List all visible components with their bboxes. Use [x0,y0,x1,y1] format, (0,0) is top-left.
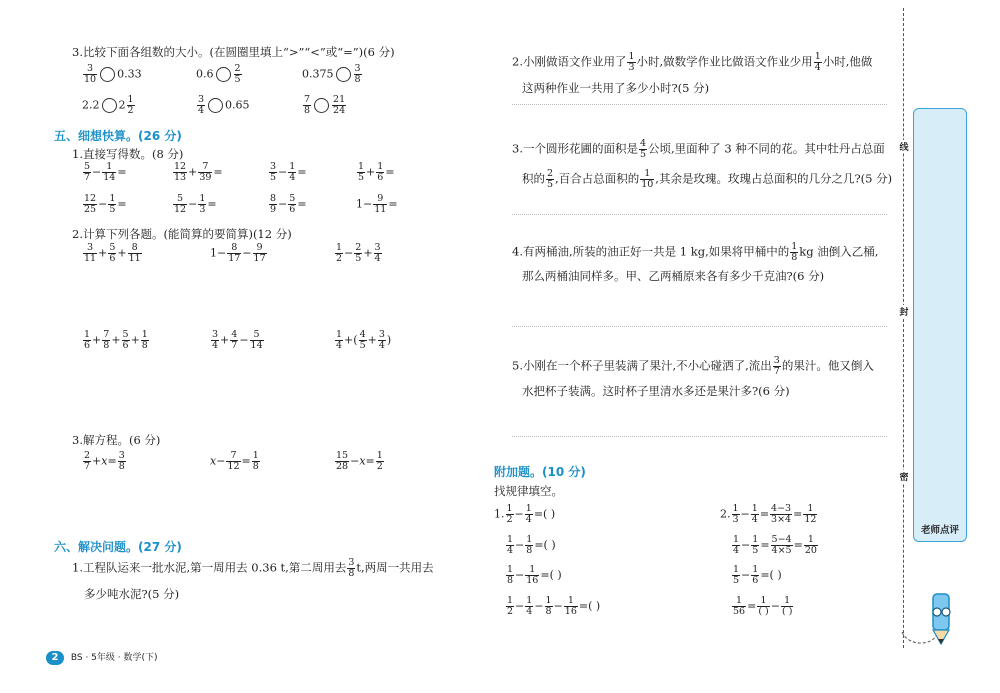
seal-mark-middle: 封 [897,305,911,318]
quick-calc-item: $\frac{12}{13}$ + $\frac{7}{39}$ = [174,161,223,183]
pattern-2-row: 2. $\frac{1}{3}$ − $\frac{1}{4}$ = $\frac{4-3}{3\times 4}$ = $\frac{1}{12}$ [720,503,817,525]
problem-4-line-1: 4.有两桶油,所装的油正好一共是 1 kg,如果将甲桶中的 $\frac{1}{8}$ kg 油倒入乙桶, [512,241,879,263]
answer-circle[interactable] [208,98,223,113]
pattern-2-row: $\frac{1}{5}$ − $\frac{1}{6}$ =( ) [733,564,782,586]
answer-line [512,104,887,105]
pattern-1-row: 1. $\frac{1}{2}$ − $\frac{1}{4}$ =( ) [494,503,556,525]
compute-item: $\frac{1}{6}$ + $\frac{7}{8}$ + $\frac{5}{6}$ + $\frac{1}{8}$ [84,329,148,351]
pattern-1-row: $\frac{1}{2}$ − $\frac{1}{4}$ − $\frac{1}{8}$ − $\frac{1}{16}$ =( ) [507,595,601,617]
equation-title: 3.解方程。(6 分) [72,433,161,447]
problem-5-line-2: 水把杯子装满。这时杯子里清水多还是果汁多?(6 分) [522,384,790,398]
seal-mark-top: 线 [897,140,911,153]
equation-item: x− $\frac{7}{12}$ = $\frac{1}{8}$ [210,450,259,472]
page-number-badge: 2 [46,651,64,665]
compare-item-3: 0.375 $\frac{3}{8}$ [302,63,361,85]
bonus-subtitle: 找规律填空。 [494,484,563,498]
fill-blank[interactable]: ( ) [758,606,769,617]
compare-item-5: $\frac{3}{4}$ 0.65 [198,94,250,116]
quick-calc-title: 1.直接写得数。(8 分) [72,147,184,161]
answer-line [512,326,887,327]
problem-1-line-1: 1.工程队运来一批水泥,第一周用去 0.36 t,第二周用去 $\frac{3}{8}$ t,两周一共用去 [72,557,434,579]
quick-calc-item: $\frac{5}{12}$ − $\frac{1}{3}$ = [174,193,217,215]
compute-item: $\frac{1}{4}$ +( $\frac{4}{5}$ + $\frac{3}{4}$ ) [336,329,392,351]
quick-calc-item: $\frac{3}{5}$ − $\frac{1}{4}$ = [270,161,307,183]
answer-circle[interactable] [102,98,117,113]
compare-item-4: 2.2 2 $\frac{1}{2}$ [82,94,134,116]
fill-blank[interactable]: ( ) [769,568,782,582]
pattern-2-row: $\frac{1}{4}$ − $\frac{1}{5}$ = $\frac{5-4}{4\times 5}$ = $\frac{1}{20}$ [733,534,817,556]
problem-5-line-1: 5.小刚在一个杯子里装满了果汁,不小心碰洒了,流出 $\frac{3}{7}$ 的果汁。他又倒入 [512,355,874,377]
fill-blank[interactable]: ( ) [588,599,601,613]
quick-calc-item: $\frac{1}{5}$ + $\frac{1}{6}$ = [358,161,395,183]
equation-item: $\frac{15}{28}$ −x= $\frac{1}{2}$ [336,450,383,472]
answer-circle[interactable] [314,98,329,113]
pattern-2-row: $\frac{1}{56}$ = $\frac{1}{( )}$ − $\frac{1}{( )}$ [733,595,793,617]
quick-calc-item: $\frac{5}{7}$ − $\frac{1}{14}$ = [84,161,127,183]
problem-4-line-2: 那么两桶油同样多。甲、乙两桶原来各有多少千克油?(6 分) [522,269,825,283]
section-6-title: 六、解决问题。(27 分) [54,540,182,554]
compare-question-title: 3.比较下面各组数的大小。(在圆圈里填上“>”“<”或“=”)(6 分) [72,45,395,59]
problem-3-line-1: 3.一个圆形花圃的面积是 $\frac{4}{5}$ 公顷,里面种了 3 种不同的花。其中牡丹占总面 [512,138,885,160]
problem-1-line-2: 多少吨水泥?(5 分) [84,587,180,601]
answer-circle[interactable] [336,67,351,82]
quick-calc-item: $\frac{8}{9}$ − $\frac{5}{6}$ = [270,193,307,215]
teacher-comment-panel [913,108,967,542]
problem-2-line-1: 2.小刚做语文作业用了 $\frac{1}{3}$ 小时,做数学作业比做语文作业少用 $\frac{1}{4}$ 小时,他做 [512,51,873,73]
quick-calc-item: 1− $\frac{9}{11}$ = [356,193,398,215]
fill-blank[interactable]: ( ) [543,538,556,552]
problem-3-line-2: 积的 $\frac{2}{5}$ ,百合占总面积的 $\frac{1}{10}$ ,其余是玫瑰。玫瑰占总面积的几分之几?(5 分) [522,168,893,190]
fill-blank[interactable]: ( ) [543,507,556,521]
seal-mark-bottom: 密 [897,470,911,483]
pattern-1-row: $\frac{1}{8}$ − $\frac{1}{16}$ =( ) [507,564,562,586]
compute-title: 2.计算下列各题。(能简算的要简算)(12 分) [72,227,292,241]
compare-item-6: $\frac{7}{8}$ $\frac{21}{24}$ [304,94,346,116]
bonus-title: 附加题。(10 分) [494,465,586,479]
teacher-comment-label: 老师点评 [920,525,959,536]
binding-dashed-line [903,8,904,648]
answer-circle[interactable] [100,67,115,82]
compare-item-1: $\frac{3}{10}$ 0.33 [84,63,142,85]
problem-2-line-2: 这两种作业一共用了多少小时?(5 分) [522,81,710,95]
compute-item: $\frac{3}{4}$ + $\frac{4}{7}$ − $\frac{5}{14}$ [212,329,263,351]
section-5-title: 五、细想快算。(26 分) [54,129,182,143]
pattern-1-row: $\frac{1}{4}$ − $\frac{1}{8}$ =( ) [507,534,556,556]
answer-line [512,436,887,437]
page-footer [46,650,158,665]
answer-circle[interactable] [216,67,231,82]
compute-item: 1− $\frac{8}{17}$ − $\frac{9}{17}$ [210,242,266,264]
dashed-swirl-icon [900,626,940,648]
quick-calc-item: $\frac{12}{25}$ − $\frac{1}{5}$ = [84,193,127,215]
compute-item: $\frac{3}{11}$ + $\frac{5}{6}$ + $\frac{8}{11}$ [84,242,141,264]
compare-item-2: 0.6 $\frac{2}{5}$ [196,63,241,85]
equation-item: $\frac{2}{7}$ +x= $\frac{3}{8}$ [84,450,125,472]
footer-text: BS · 5年级 · 数学(下) [70,653,158,663]
fill-blank[interactable]: ( ) [781,606,793,617]
compute-item: $\frac{1}{2}$ − $\frac{2}{5}$ + $\frac{3}{4}$ [336,242,381,264]
fill-blank[interactable]: ( ) [549,568,562,582]
answer-line [512,214,887,215]
